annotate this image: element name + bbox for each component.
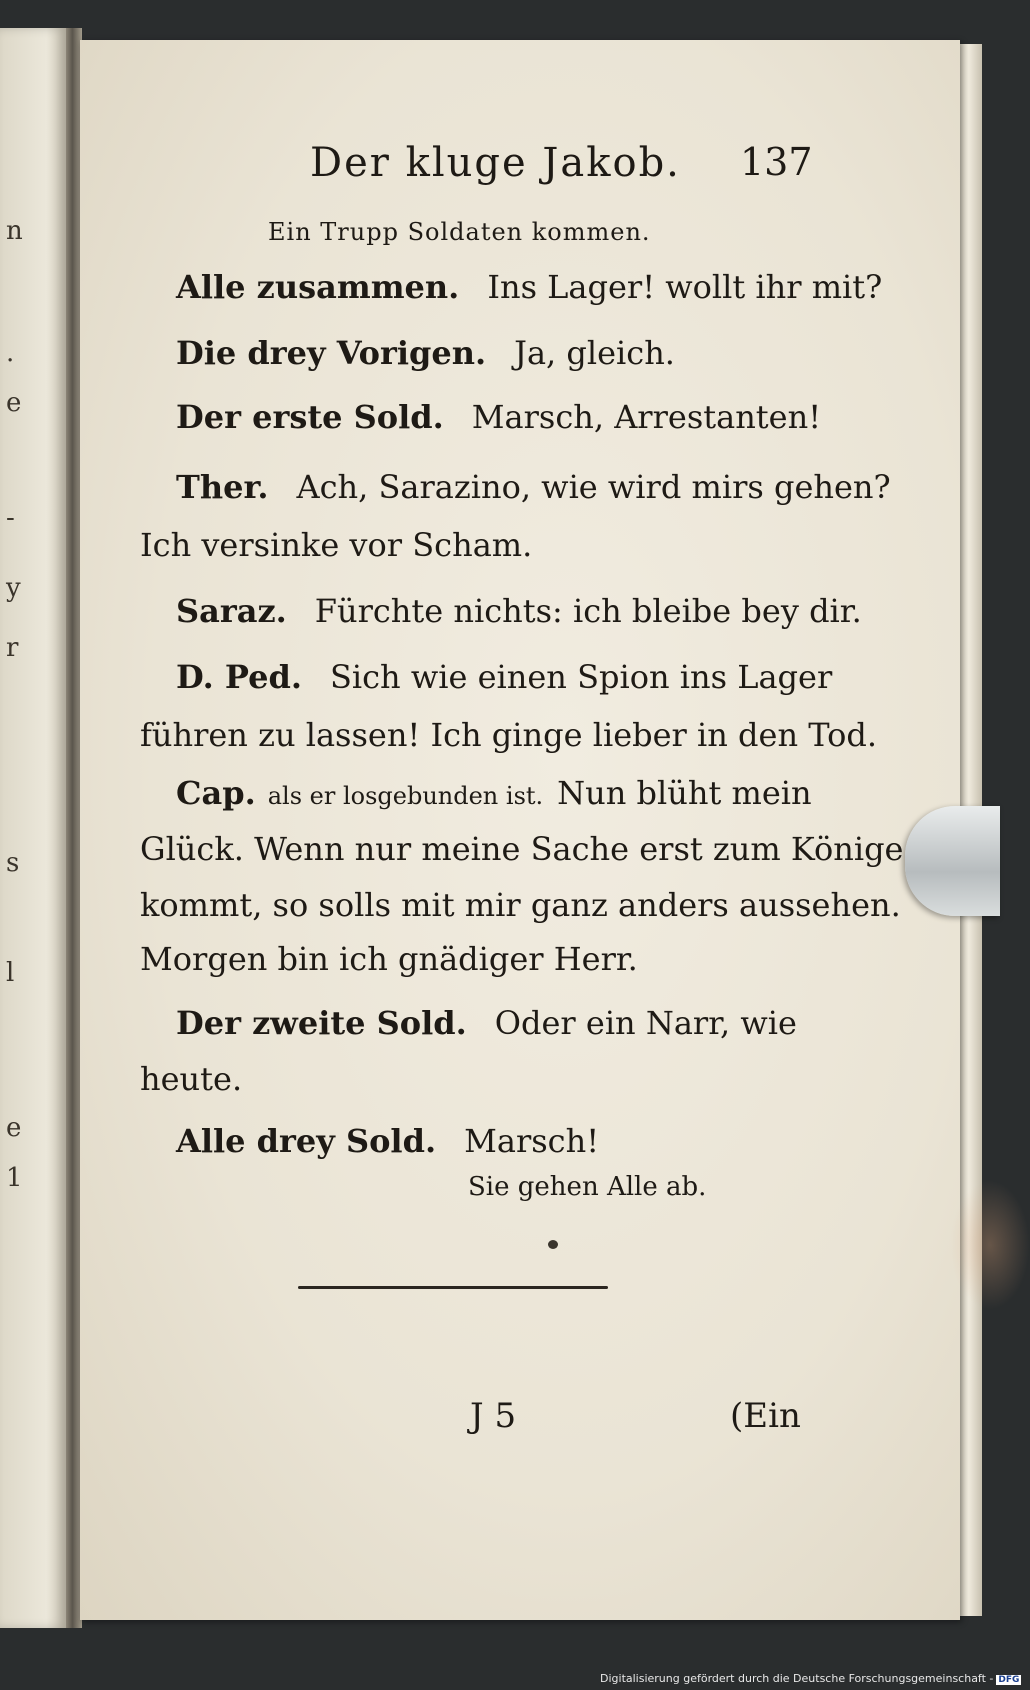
dialogue-continuation — [140, 830, 903, 868]
speaker-name: Alle drey Sold. — [176, 1122, 437, 1160]
dialogue-continuation — [140, 716, 877, 754]
catchword: (Ein — [730, 1396, 801, 1436]
speaker-name: Der erste Sold. — [176, 398, 444, 436]
dialogue-continuation — [140, 1060, 242, 1098]
left-page-fragment: e — [6, 1113, 22, 1143]
speaker-name: D. Ped. — [176, 658, 302, 696]
speaker-name: Saraz. — [176, 592, 287, 630]
exit-stage-direction: Sie gehen Alle ab. — [468, 1172, 707, 1202]
digitization-credit — [600, 1672, 1021, 1685]
speaker-name: Die drey Vorigen. — [176, 334, 487, 372]
inline-stage-direction: als er losgebunden ist. — [267, 782, 544, 810]
dialogue-text: Ins Lager! wollt ihr mit? — [487, 268, 883, 306]
left-page-fragment: y — [6, 573, 21, 603]
dialogue-text: Marsch! — [464, 1122, 600, 1160]
stage-direction-entry: Ein Trupp Soldaten kommen. — [268, 218, 651, 246]
dialogue-line — [176, 774, 812, 812]
left-page-fragment: 1 — [6, 1163, 23, 1193]
dialogue-continuation — [140, 940, 638, 978]
dialogue-line — [176, 592, 862, 630]
left-page-fragment: r — [6, 633, 19, 663]
running-head-title: Der kluge Jakob. — [310, 140, 681, 186]
dialogue-text: Sich wie einen Spion ins Lager — [329, 658, 833, 696]
speaker-name: Alle zusammen. — [176, 268, 460, 306]
dialogue-text: kommt, so solls mit mir ganz anders aussehen. — [140, 886, 901, 924]
dialogue-text: heute. — [140, 1060, 243, 1098]
left-page-fragment: . — [6, 338, 15, 368]
section-rule — [298, 1286, 608, 1289]
dialogue-line — [176, 334, 675, 372]
left-page-fragment: - — [6, 503, 15, 533]
speaker-name: Cap. — [176, 774, 256, 812]
left-page-fragment: e — [6, 388, 22, 418]
dialogue-text: führen zu lassen! Ich ginge lieber in den Tod. — [140, 716, 878, 754]
speaker-name: Der zweite Sold. — [176, 1004, 467, 1042]
left-page-edge — [0, 28, 66, 1628]
dialogue-continuation — [140, 886, 901, 924]
signature-mark: J 5 — [470, 1396, 517, 1436]
speaker-name: Ther. — [176, 468, 269, 506]
left-page-fragment: s — [6, 848, 20, 878]
ink-dot — [548, 1240, 558, 1249]
dialogue-text: Fürchte nichts: ich bleibe bey dir. — [314, 592, 862, 630]
dialogue-text: Ja, gleich. — [514, 334, 675, 372]
dialogue-continuation — [140, 526, 532, 564]
dialogue-text: Glück. Wenn nur meine Sache erst zum Könige — [140, 830, 904, 868]
dialogue-text: Nun blüht mein — [557, 774, 812, 812]
paper-stain — [950, 1180, 1030, 1310]
dialogue-text: Ich versinke vor Scham. — [140, 526, 533, 564]
credit-text: Digitalisierung gefördert durch die Deutsche Forschungsgemeinschaft - — [600, 1672, 994, 1685]
page-clip — [905, 806, 1000, 916]
page-number: 137 — [740, 140, 813, 184]
dfg-logo: DFG — [998, 1675, 1020, 1685]
dialogue-line — [176, 1004, 797, 1042]
dialogue-text: Morgen bin ich gnädiger Herr. — [140, 940, 638, 978]
dialogue-line — [176, 468, 891, 506]
dialogue-text: Oder ein Narr, wie — [494, 1004, 797, 1042]
left-page-fragment: l — [6, 958, 15, 988]
dialogue-line — [176, 398, 821, 436]
dialogue-text: Marsch, Arrestanten! — [471, 398, 822, 436]
dialogue-line — [176, 268, 882, 306]
dialogue-text: Ach, Sarazino, wie wird mirs gehen? — [296, 468, 891, 506]
dialogue-line — [176, 1122, 599, 1160]
dialogue-line — [176, 658, 832, 696]
left-page-fragment: n — [6, 216, 23, 246]
